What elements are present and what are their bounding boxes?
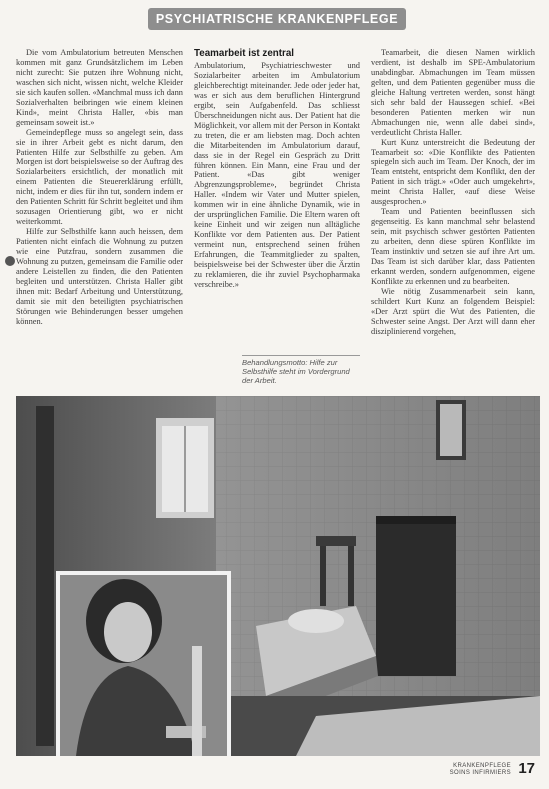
paragraph-marker-icon: [5, 256, 15, 266]
paragraph: Gemeindepflege muss so angelegt sein, dass sie in ihrer Arbeit gebt es nicht darum, den Patienten Hilfe zur Selbsthilfe zu geben. Am Morgen ist dort beispielsweise so der Auftrag des Sozialarbeiters ersichtlich, der monatlich mit einem Patienten die Steuererklärung erfüllt, nicht, indem er dies für ihn tut, sondern indem er den Patienten Schritt für Schritt begleitet und ihm sozusagen Orientierung gibt, wo er nicht weiterkommt.: [16, 127, 183, 227]
room-photo-illustration: [16, 396, 540, 756]
subheading: Teamarbeit ist zentral: [194, 48, 294, 59]
text-column-2: [194, 48, 360, 290]
paragraph: Hilfe zur Selbsthilfe kann auch heissen, dem Patienten nicht einfach die Wohnung zu putzen wie eine Putzfrau, sondern zusammen die Wohnung zu putzen, gemeinsam die Familie oder andere Leistellen zu finden, die den Patienten begleiten und unterstützen. Christa Haller gibt ihnen mit: Bedarf Arbeitung und Unterstützung, damit sie mit den beteiligten psychiatrischen Störungen wie Behinderungen besser umgehen können.: [16, 227, 183, 326]
journal-name-line-1: KRANKENPFLEGE: [453, 763, 511, 769]
caption-rule: [242, 355, 360, 356]
text-column-3: [371, 48, 535, 337]
paragraph: Kurt Kunz unterstreicht die Bedeutung der Teamarbeit so: «Die Konflikte des Patienten spiegeln sich auch im Team. Der Knoch, der im Team entsteht, entspricht dem Konflikt, den der Patient in sich trägt.» «Oder auch umgekehrt», meint Christa Haller, «auf diese Weise ausgesprochen.»: [371, 137, 535, 207]
paragraph: Ambulatorium, Psychiatrieschwester und Sozialarbeiter arbeiten im Ambulatorium gleichberechtigt miteinander. Jede oder jeder hat, was er sich aus dem beruflichen Hintergrund ergibt, sein Aufgabenfeld. Das schliesst Überschneidungen nicht aus. Der Patient hat die Möglichkeit, vor allem mit der Person in Kontakt zu treten, die er am liebsten mag. Doch achten die Mitarbeitenden im Ambulatorium darauf, dass sie in der Regel ein Gespräch zu Dritt führen können. Ein Mann, eine Frau und der Patient. «Das gibt weniger Abgrenzungsprobleme», begründet Christa Haller. «Indem wir Vater und Mutter spielen, kommen wir in eine ähnliche Dynamik, wie in der ursprünglichen Familie. Die Eltern waren oft keine Einheit und wir zeigen nun alltägliche Konflikte vor dem Patienten aus. Der Patient vermeint nun, entsprechend seinen frühen Erfahrungen, die Teammitglieder zu spalten, beispielsweise bei der Schwester über die Ärztin zu reklamieren, die ihr zuviel Psychopharmaka verschreibe.»: [194, 61, 360, 289]
photo-caption: Behandlungsmotto: Hilfe zur Selbsthilfe steht im Vordergrund der Arbeit.: [242, 358, 350, 385]
paragraph: Team und Patienten beeinflussen sich gegenseitig. Es kann manchmal sehr belastend sein, mit psychisch schwer gestörten Patienten zu arbeiten, denn diese spüren Konflikte im Team instinktiv und setzen sie auf ihre Art um. Das Team ist sich darüber klar, dass Patienten erkannt werden, sondern aufgenommen, eigene Konflikte zu erkennen und zu bearbeiten.: [371, 207, 535, 286]
paragraph: Teamarbeit, die diesen Namen wirklich verdient, ist deshalb im SPE-Ambulatorium unabdingbar. Abmachungen im Team müssen gelten, und dem Patienten gegenüber muss die gleiche Haltung vertreten werden, sonst hängt sich sehr bald der Haussegen schief. «Bei besonderen Patienten merken wir nun Abmachungen nie, wenn alle dabei sind», verdeutlicht Christa Haller.: [371, 48, 535, 137]
text-column-1: [16, 48, 183, 327]
journal-name-line-2: SOINS INFIRMIERS: [449, 770, 511, 776]
paragraph: Wie nötig Zusammenarbeit sein kann, schildert Kurt Kunz an folgendem Beispiel: «Der Arzt spürt die Wut des Patienten, die Schwester seine Angst. Der Arzt will dann eher disziplinierend vorgehen,: [371, 286, 535, 336]
page-number: 17: [518, 760, 535, 777]
section-title: PSYCHIATRISCHE KRANKENPFLEGE: [155, 12, 399, 26]
room-photo: [16, 396, 540, 756]
paragraph: Die vom Ambulatorium betreuten Menschen kommen mit ganz Grundsätzlichem im Leben nicht zurecht: Sie putzen ihre Wohnung nicht, waschen sich nicht, wissen nicht, welche Kleider sie sich kaufen sollen. «Manchmal muss ich dann Sozialverhalten beibringen wie einem kleinen Kind», meint Christa Haller, «bis man gemeinsam soweit ist.»: [16, 48, 183, 127]
section-header: [148, 8, 406, 30]
journal-name: [450, 763, 511, 777]
